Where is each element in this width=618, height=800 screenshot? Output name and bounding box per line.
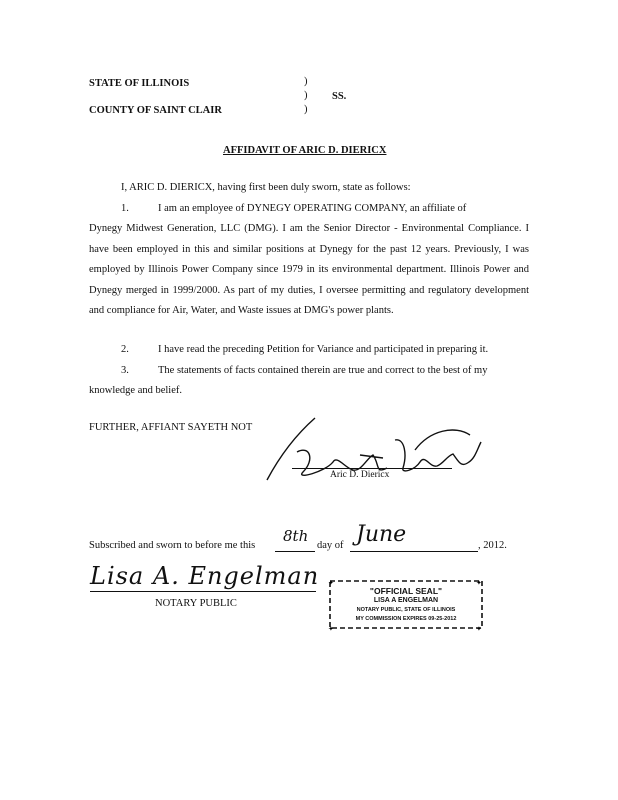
- state-line: STATE OF ILLINOIS: [89, 78, 190, 89]
- notary-signature-line: [90, 591, 316, 592]
- para-2-first-line: I have read the preceding Petition for Variance and participated in preparing it.: [158, 344, 489, 355]
- subscribed-prefix: Subscribed and sworn to before me this: [89, 540, 256, 551]
- affidavit-title: AFFIDAVIT OF ARIC D. DIERICX: [223, 145, 387, 156]
- day-of-label: day of: [317, 540, 344, 551]
- seal-notary-name: LISA A ENGELMAN: [373, 597, 439, 604]
- day-blank: [275, 551, 315, 552]
- month-blank: [350, 551, 478, 552]
- para-1-first-line: I am an employee of DYNEGY OPERATING COMPANY, an affiliate of: [158, 203, 467, 214]
- paren-1: ): [304, 76, 308, 87]
- month-value: June: [356, 522, 407, 547]
- ss-label: SS.: [332, 91, 347, 102]
- para-2-number: 2.: [121, 344, 129, 355]
- affiant-signature-line: [292, 468, 452, 469]
- paren-2: ): [304, 90, 308, 101]
- paren-3: ): [304, 104, 308, 115]
- svg-text:✦: ✦: [476, 625, 482, 632]
- notary-public-label: NOTARY PUBLIC: [155, 598, 237, 609]
- seal-commission-line: MY COMMISSION EXPIRES 09-25-2012: [355, 616, 457, 622]
- para-3-continuation: knowledge and belief.: [89, 385, 183, 396]
- svg-text:✦: ✦: [328, 579, 334, 587]
- day-value: 8th: [283, 527, 309, 545]
- further-line: FURTHER, AFFIANT SAYETH NOT: [89, 422, 253, 433]
- para-3-number: 3.: [121, 365, 129, 376]
- seal-heading: "OFFICIAL SEAL": [369, 586, 443, 596]
- notary-signature: Lisa A. Engelman: [90, 562, 320, 590]
- official-seal: [326, 577, 486, 632]
- para-3-first-line: The statements of facts contained therein are true and correct to the best of my: [158, 365, 488, 376]
- svg-text:✦: ✦: [328, 625, 334, 632]
- year-text: , 2012.: [478, 540, 507, 551]
- intro-line: I, ARIC D. DIERICX, having first been duly sworn, state as follows:: [121, 182, 411, 193]
- affiant-name: Aric D. Diericx: [330, 470, 390, 480]
- para-1-number: 1.: [121, 203, 129, 214]
- para-1-body: Dynegy Midwest Generation, LLC (DMG). I am the Senior Director - Environmental Compliance. I have been employed in this and similar positions at Dynegy for the past 12 years. Previously, I was employed by Illinois Power Company since 1979 in its environmental department. Illinois Power and Dynegy merged in 1999/2000. As part of my duties, I oversee permitting and regulatory development and compliance for Air, Water, and Waste issues at DMG's power plants.: [89, 223, 529, 316]
- svg-text:✦: ✦: [476, 579, 482, 587]
- seal-state-line: NOTARY PUBLIC, STATE OF ILLINOIS: [356, 607, 456, 613]
- county-line: COUNTY OF SAINT CLAIR: [89, 105, 222, 116]
